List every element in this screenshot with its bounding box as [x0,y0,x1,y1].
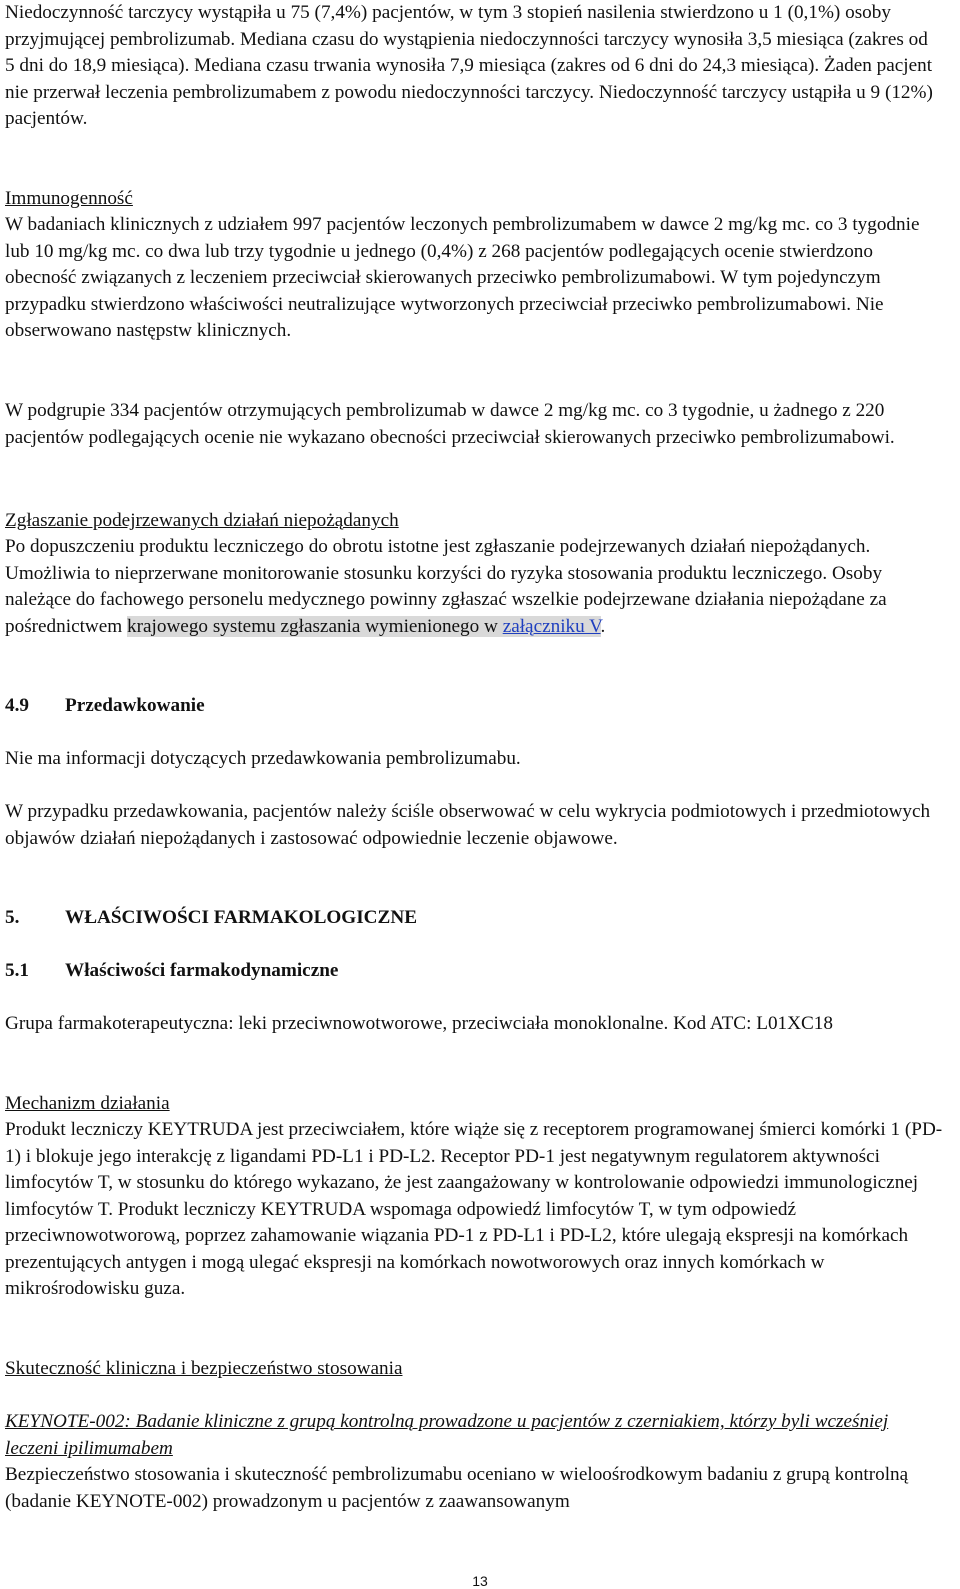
mechanism-heading: Mechanizm działania [5,1093,170,1114]
reporting-paragraph [5,534,940,640]
section-4-9-number: 4.9 [5,695,29,716]
keynote-002-heading: KEYNOTE-002: Badanie kliniczne z grupą kontrolną prowadzone u pacjentów z czerniakiem, którzy byli wcześniej leczeni ipilimumabem [5,1411,889,1459]
section-5-number: 5. [5,907,20,928]
page-number: 13 [472,1573,488,1589]
efficacy-heading: Skuteczność kliniczna i bezpieczeństwo stosowania [5,1358,403,1379]
section-4-9-heading [5,693,205,720]
reporting-highlight: krajowego systemu zgłaszania wymienionego w załączniku V [127,615,601,637]
mechanism-paragraph: Produkt leczniczy KEYTRUDA jest przeciwciałem, które wiąże się z receptorem programowanej śmierci komórki 1 (PD-1) i blokuje jego interakcję z ligandami PD-L1 i PD-L2. Receptor PD-1 jest negatywnym regulatorem aktywności limfocytów T, w stosunku do którego wykazano, że jest zaangażowany w kontrolowanie odpowiedzi immunologicznej limfocytów T. Produkt leczniczy KEYTRUDA wspomaga odpowiedź limfocytów T, w tym odpowiedź przeciwnowotworową, poprzez zahamowanie wiązania PD-1 z PD-L1 i PD-L2, które ulegają ekspresji na komórkach prezentujących antygen i mogą ulegać ekspresji na komórkach nowotworowych oraz innych komórkach w mikrośrodowisku guza. [5,1119,943,1299]
section-5-1-number: 5.1 [5,960,29,981]
section-5-title: WŁAŚCIWOŚCI FARMAKOLOGICZNE [65,907,417,928]
immunogenicity-paragraph-1: W badaniach klinicznych z udziałem 997 pacjentów leczonych pembrolizumabem w dawce 2 mg/kg mc. co 3 tygodnie lub 10 mg/kg mc. co dwa lub trzy tygodnie u jednego (0,4%) z 268 pacjentów podlegających ocenie stwierdzono obecność związanych z leczeniem przeciwciał skierowanych przeciwko pembrolizumabowi. W tym pojedynczym przypadku stwierdzono właściwości neutralizujące wytworzonych przeciwciał przeciwko pembrolizumabowi. Nie obserwowano następstw klinicznych. [5,214,920,341]
overdose-paragraph-2: W przypadku przedawkowania, pacjentów należy ściśle obserwować w celu wykrycia podmiotowych i przedmiotowych objawów działań niepożądanych i zastosować odpowiednie leczenie objawowe. [5,801,931,849]
keynote-002-paragraph: Bezpieczeństwo stosowania i skuteczność pembrolizumabu oceniano w wieloośrodkowym badaniu z grupą kontrolną (badanie KEYNOTE-002) prowadzonym u pacjentów z zaawansowanym [5,1464,909,1512]
section-5-1-heading [5,958,338,985]
annex-v-link[interactable]: załączniku V [502,615,601,637]
immunogenicity-paragraph-2: W podgrupie 334 pacjentów otrzymujących pembrolizumab w dawce 2 mg/kg mc. co 3 tygodnie, u żadnego z 220 pacjentów podlegających ocenie nie wykazano obecności przeciwciał skierowanych przeciwko pembrolizumabowi. [5,400,895,448]
immunogenicity-heading: Immunogenność [5,188,133,209]
section-4-9-title: Przedawkowanie [65,695,205,716]
reporting-end: . [600,615,606,637]
thyroid-paragraph: Niedoczynność tarczycy wystąpiła u 75 (7,4%) pacjentów, w tym 3 stopień nasilenia stwierdzono u 1 (0,1%) osoby przyjmującej pembrolizumab. Mediana czasu do wystąpienia niedoczynności tarczycy wynosiła 3,5 miesiąca (zakres od 5 dni do 18,9 miesiąca). Mediana czasu trwania wynosiła 7,9 miesiąca (zakres od 6 dni do 24,3 miesiąca). Żaden pacjent nie przerwał leczenia pembrolizumabem z powodu niedoczynności tarczycy. Niedoczynność tarczycy ustąpiła u 9 (12%) pacjentów. [5,2,933,129]
section-5-heading [5,905,417,932]
pharmacotherapeutic-group: Grupa farmakoterapeutyczna: leki przeciwnowotworowe, przeciwciała monoklonalne. Kod ATC: L01XC18 [5,1013,833,1034]
section-5-1-title: Właściwości farmakodynamiczne [65,960,339,981]
reporting-heading: Zgłaszanie podejrzewanych działań niepożądanych [5,510,399,531]
reporting-text: Po dopuszczeniu produktu leczniczego do obrotu istotne jest zgłaszanie podejrzewanych działań niepożądanych. Umożliwia to nieprzerwane monitorowanie stosunku korzyści do ryzyka stosowania produktu leczniczego. Osoby należące do fachowego personelu medycznego powinny zgłaszać wszelkie podejrzewane działania niepożądane za pośrednictwem [5,536,887,637]
overdose-paragraph-1: Nie ma informacji dotyczących przedawkowania pembrolizumabu. [5,748,521,769]
